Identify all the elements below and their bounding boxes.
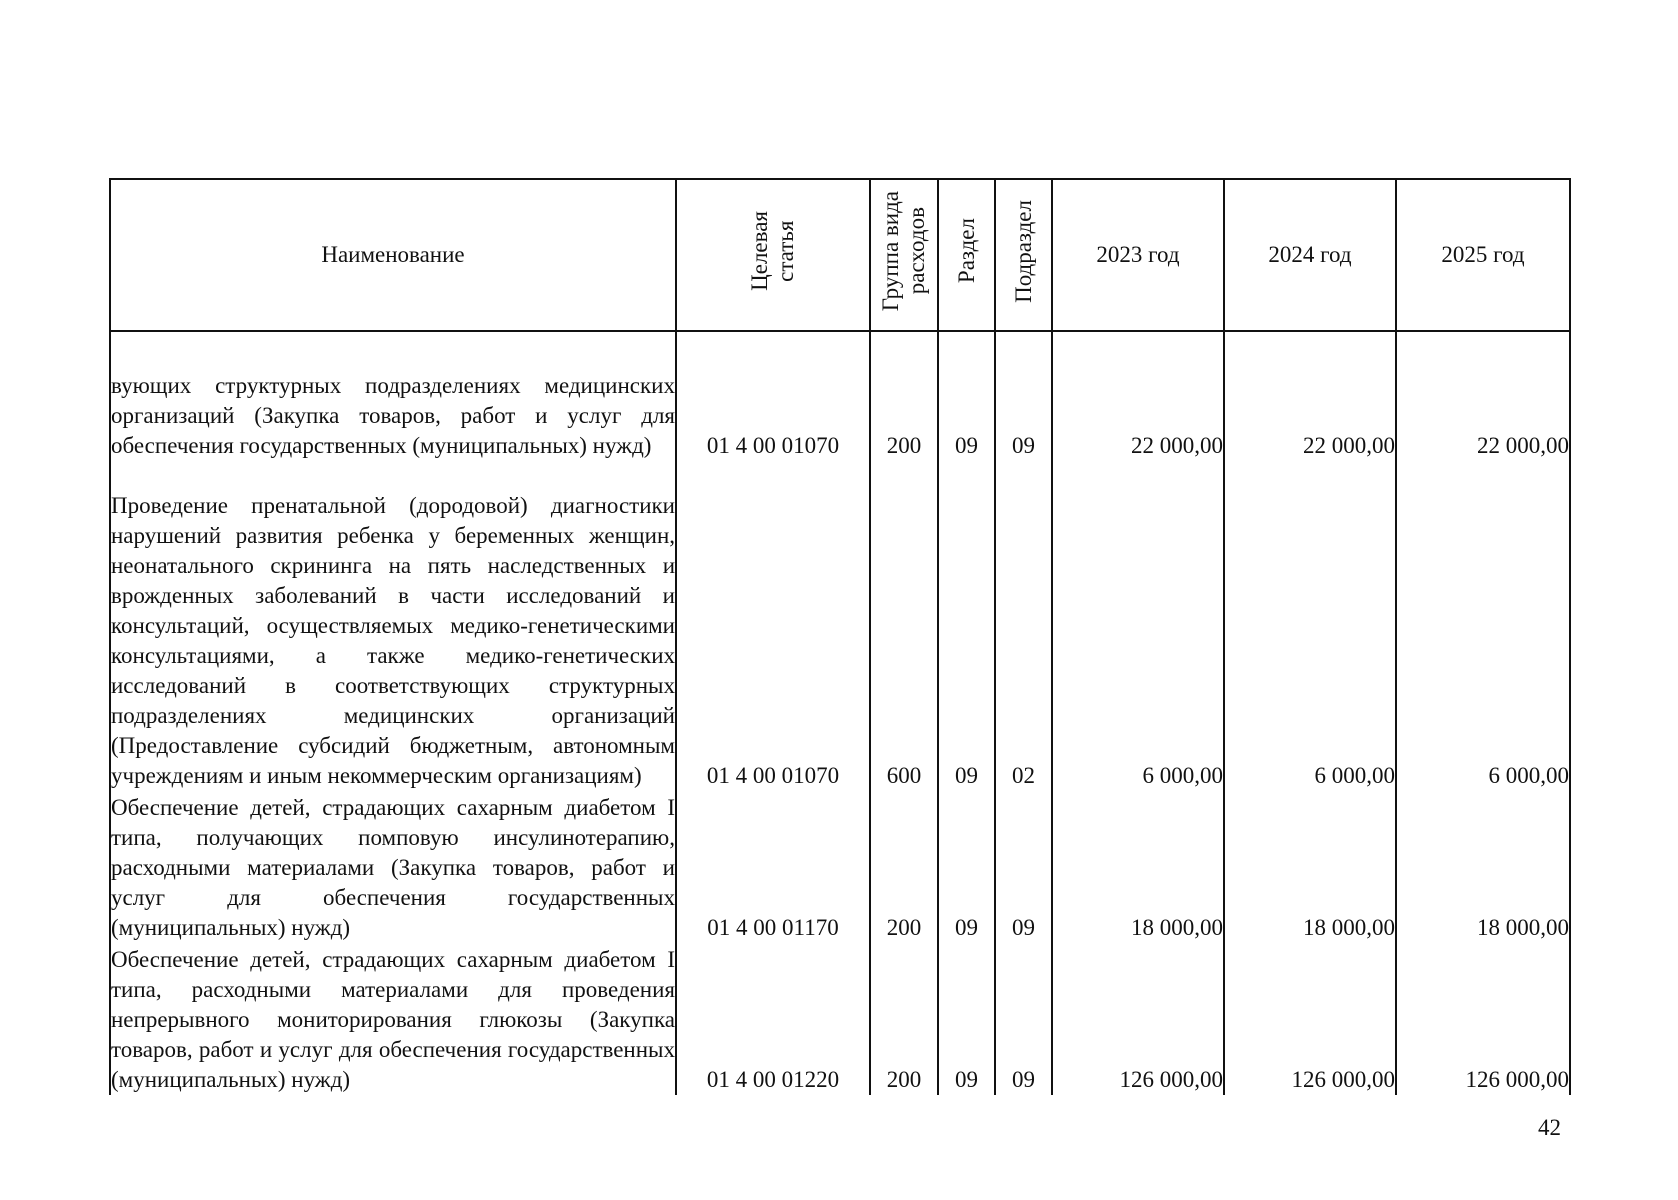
budget-table bbox=[109, 178, 1571, 1095]
row-amount-2024: 126 000,00 bbox=[1224, 943, 1396, 1095]
row-amount-2023: 6 000,00 bbox=[1052, 461, 1224, 791]
row-section: 09 bbox=[938, 791, 995, 943]
row-section: 09 bbox=[938, 943, 995, 1095]
row-name: Обеспечение детей, страдающих сахарным диабетом I типа, получающих помповую инсулинотерапию, расходными материалами (Закупка товаров, работ и услуг для обеспечения государственных (муниципальных) нужд) bbox=[110, 791, 676, 943]
page-number: 42 bbox=[1538, 1115, 1561, 1140]
row-target-article: 01 4 00 01170 bbox=[676, 791, 870, 943]
header-year-2025: 2025 год bbox=[1396, 179, 1570, 331]
row-section: 09 bbox=[938, 331, 995, 461]
row-subsection: 09 bbox=[995, 943, 1052, 1095]
row-expense-group: 200 bbox=[870, 331, 938, 461]
row-subsection: 09 bbox=[995, 791, 1052, 943]
row-subsection: 02 bbox=[995, 461, 1052, 791]
header-year-2023: 2023 год bbox=[1052, 179, 1224, 331]
row-amount-2025: 126 000,00 bbox=[1396, 943, 1570, 1095]
table-row bbox=[110, 331, 1570, 461]
row-expense-group: 200 bbox=[870, 943, 938, 1095]
row-amount-2024: 6 000,00 bbox=[1224, 461, 1396, 791]
row-amount-2025: 22 000,00 bbox=[1396, 331, 1570, 461]
row-amount-2025: 18 000,00 bbox=[1396, 791, 1570, 943]
row-amount-2024: 18 000,00 bbox=[1224, 791, 1396, 943]
header-expense-group: Группа вида расходов bbox=[870, 179, 938, 331]
row-amount-2025: 6 000,00 bbox=[1396, 461, 1570, 791]
table-row bbox=[110, 461, 1570, 791]
header-target-article: Целевая статья bbox=[676, 179, 870, 331]
row-name: вующих структурных подразделениях медицинских организаций (Закупка товаров, работ и услуг для обеспечения государственных (муниципальных) нужд) bbox=[110, 331, 676, 461]
row-section: 09 bbox=[938, 461, 995, 791]
row-target-article: 01 4 00 01070 bbox=[676, 331, 870, 461]
row-amount-2023: 18 000,00 bbox=[1052, 791, 1224, 943]
header-section: Раздел bbox=[938, 179, 995, 331]
table-header-row bbox=[110, 179, 1570, 331]
header-subsection: Подраздел bbox=[995, 179, 1052, 331]
row-subsection: 09 bbox=[995, 331, 1052, 461]
row-expense-group: 200 bbox=[870, 791, 938, 943]
row-expense-group: 600 bbox=[870, 461, 938, 791]
row-name: Проведение пренатальной (дородовой) диагностики нарушений развития ребенка у беременных женщин, неонатального скрининга на пять наследственных и врожденных заболеваний в части исследований и консультаций, осуществляемых медико-генетическими консультациями, а также медико-генетических исследований в соответствующих структурных подразделениях медицинских организаций (Предоставление субсидий бюджетным, автономным учреждениям и иным некоммерческим организациям) bbox=[110, 461, 676, 791]
row-name: Обеспечение детей, страдающих сахарным диабетом I типа, расходными материалами для проведения непрерывного мониторирования глюкозы (Закупка товаров, работ и услуг для обеспечения государственных (муниципальных) нужд) bbox=[110, 943, 676, 1095]
header-name: Наименование bbox=[110, 179, 676, 331]
table-row bbox=[110, 943, 1570, 1095]
row-amount-2023: 126 000,00 bbox=[1052, 943, 1224, 1095]
row-amount-2024: 22 000,00 bbox=[1224, 331, 1396, 461]
header-year-2024: 2024 год bbox=[1224, 179, 1396, 331]
table-row bbox=[110, 791, 1570, 943]
row-target-article: 01 4 00 01220 bbox=[676, 943, 870, 1095]
row-target-article: 01 4 00 01070 bbox=[676, 461, 870, 791]
row-amount-2023: 22 000,00 bbox=[1052, 331, 1224, 461]
